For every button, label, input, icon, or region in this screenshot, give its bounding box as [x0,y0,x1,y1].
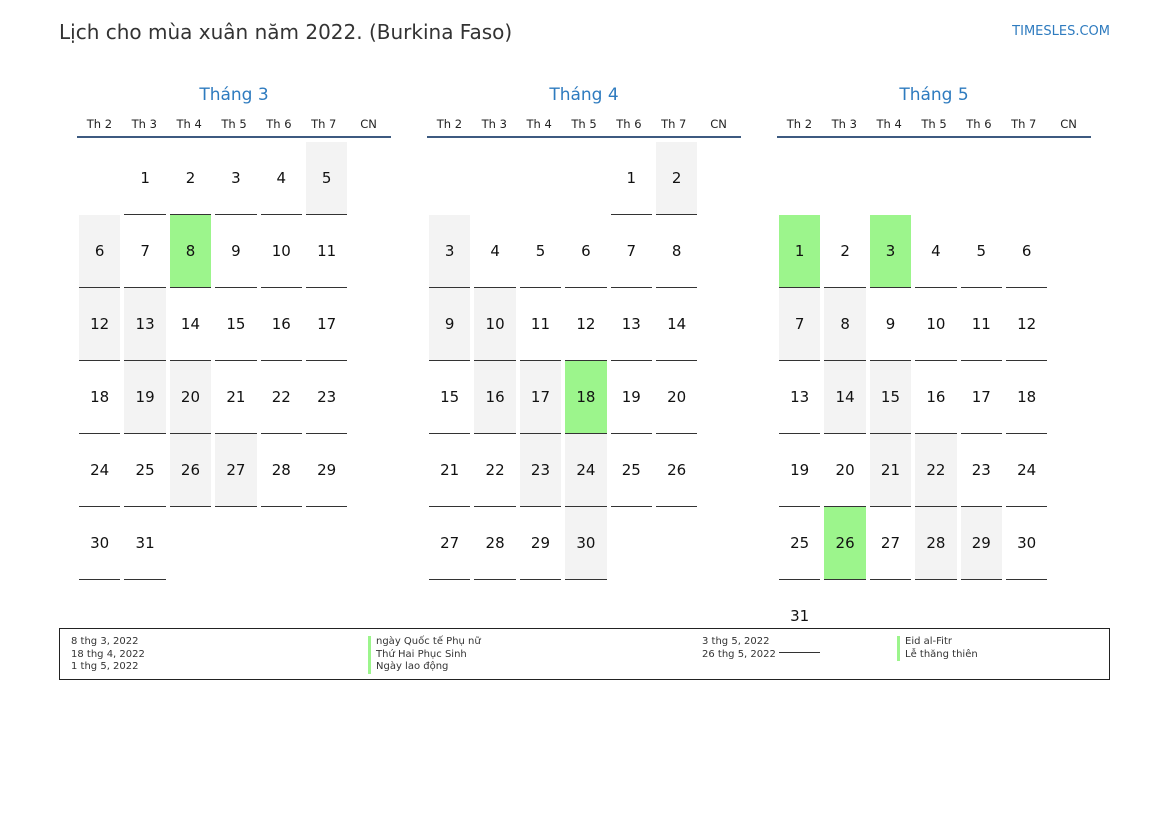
day-cell[interactable] [122,142,167,215]
day-number: 25 [779,507,820,580]
month-march [77,84,391,580]
empty-cell [1004,142,1049,215]
month-april [427,84,741,580]
day-number: 23 [520,434,561,507]
day-number: 28 [261,434,302,507]
day-number: 12 [1006,288,1047,361]
day-number: 7 [779,288,820,361]
day-number: 6 [1006,215,1047,288]
day-cell[interactable] [609,361,654,434]
weekday-label: Th 4 [176,117,202,131]
page-title: Lịch cho mùa xuân năm 2022. (Burkina Faso) [59,20,513,44]
day-number: 24 [565,434,606,507]
day-number: 25 [611,434,652,507]
day-cell[interactable] [959,507,1004,580]
day-cell[interactable] [259,215,304,288]
day-cell[interactable] [518,288,563,361]
day-number: 26 [824,507,865,580]
day-cell[interactable] [822,215,867,288]
day-cell[interactable] [472,361,517,434]
legend-date: 1 thg 5, 2022 [71,661,139,672]
day-number: 4 [915,215,956,288]
empty-cell [472,142,517,215]
day-cell[interactable] [1004,288,1049,361]
day-cell[interactable] [868,288,913,361]
weekday-label: Th 6 [966,117,992,131]
day-number: 11 [520,288,561,361]
weekday-label: Th 7 [311,117,337,131]
month-title: Tháng 4 [549,85,619,105]
day-cell[interactable] [822,361,867,434]
day-number: 5 [961,215,1002,288]
day-grid [777,142,1091,653]
day-cell[interactable] [913,361,958,434]
day-number: 3 [215,142,256,215]
holiday-day-cell[interactable] [777,215,822,288]
day-cell[interactable] [472,434,517,507]
empty-cell [427,142,472,215]
day-number: 3 [429,215,470,288]
day-cell[interactable] [304,361,349,434]
day-cell[interactable] [609,215,654,288]
day-number: 19 [124,361,165,434]
day-number: 22 [915,434,956,507]
day-cell[interactable] [868,507,913,580]
empty-cell [913,142,958,215]
day-number: 10 [474,288,515,361]
day-cell[interactable] [868,434,913,507]
day-number: 8 [656,215,697,288]
day-cell[interactable] [427,434,472,507]
day-number: 10 [261,215,302,288]
day-number: 13 [779,361,820,434]
day-cell[interactable] [77,434,122,507]
weekday-label: CN [710,117,727,131]
day-cell[interactable] [868,361,913,434]
weekday-header [77,116,391,138]
day-cell[interactable] [654,215,699,288]
legend-holiday: Ngày lao động [368,661,481,674]
day-cell[interactable] [168,142,213,215]
day-number: 4 [261,142,302,215]
day-cell[interactable] [913,288,958,361]
day-number: 11 [961,288,1002,361]
day-number: 9 [870,288,911,361]
day-number: 12 [565,288,606,361]
day-cell[interactable] [1004,361,1049,434]
day-cell[interactable] [563,288,608,361]
day-cell[interactable] [304,288,349,361]
day-cell[interactable] [777,507,822,580]
day-number: 23 [961,434,1002,507]
day-number: 13 [611,288,652,361]
day-cell[interactable] [777,361,822,434]
site-link[interactable]: TIMESLES.COM [1012,24,1110,39]
day-number: 17 [961,361,1002,434]
day-number: 22 [261,361,302,434]
day-cell[interactable] [472,215,517,288]
weekday-label: Th 5 [921,117,947,131]
weekday-label: Th 2 [786,117,813,131]
month-may [777,84,1091,653]
day-cell[interactable] [609,142,654,215]
day-cell[interactable] [259,142,304,215]
day-cell[interactable] [472,288,517,361]
day-number: 26 [170,434,211,507]
legend-holiday: Lễ thăng thiên [897,649,978,662]
day-number: 31 [779,580,820,653]
day-number: 14 [170,288,211,361]
day-cell[interactable] [609,288,654,361]
day-number: 2 [170,142,211,215]
day-cell[interactable] [609,434,654,507]
day-cell[interactable] [1004,507,1049,580]
empty-cell [563,142,608,215]
day-number: 17 [306,288,347,361]
day-cell[interactable] [518,215,563,288]
day-number: 15 [429,361,470,434]
day-cell[interactable] [563,434,608,507]
day-cell[interactable] [122,215,167,288]
day-number: 3 [870,215,911,288]
day-cell[interactable] [1004,434,1049,507]
day-cell[interactable] [213,215,258,288]
weekday-label: Th 5 [571,117,597,131]
day-cell[interactable] [777,288,822,361]
day-number: 15 [215,288,256,361]
day-cell[interactable] [259,361,304,434]
day-number: 7 [611,215,652,288]
day-number: 27 [870,507,911,580]
day-cell[interactable] [563,507,608,580]
day-number: 29 [520,507,561,580]
day-number: 1 [611,142,652,215]
empty-cell [868,142,913,215]
day-number: 8 [170,215,211,288]
day-cell[interactable] [122,288,167,361]
legend-date: 26 thg 5, 2022 [702,648,776,660]
day-cell[interactable] [427,215,472,288]
day-number: 5 [520,215,561,288]
day-cell[interactable] [518,507,563,580]
day-cell[interactable] [913,434,958,507]
day-cell[interactable] [77,361,122,434]
day-number: 18 [1006,361,1047,434]
day-number: 14 [656,288,697,361]
day-grid [77,142,391,580]
day-number: 20 [170,361,211,434]
day-number: 24 [1006,434,1047,507]
holiday-day-cell[interactable] [822,507,867,580]
weekday-label: CN [1060,117,1077,131]
empty-cell [77,142,122,215]
day-cell[interactable] [959,215,1004,288]
day-number: 19 [779,434,820,507]
day-number: 28 [915,507,956,580]
day-cell[interactable] [427,288,472,361]
day-cell[interactable] [77,288,122,361]
day-cell[interactable] [913,215,958,288]
legend-date: 18 thg 4, 2022 [71,648,145,660]
day-number: 9 [429,288,470,361]
day-cell[interactable] [427,361,472,434]
month-title: Tháng 5 [899,85,969,105]
day-number: 29 [306,434,347,507]
weekday-label: Th 3 [131,117,157,131]
day-cell[interactable] [304,142,349,215]
day-number: 28 [474,507,515,580]
day-number: 19 [611,361,652,434]
legend-holiday: ngày Quốc tế Phụ nữ [368,636,481,649]
day-cell[interactable] [654,434,699,507]
weekday-label: Th 6 [616,117,642,131]
day-cell[interactable] [822,434,867,507]
day-number: 1 [124,142,165,215]
day-number: 26 [656,434,697,507]
day-cell[interactable] [168,288,213,361]
legend-date: 8 thg 3, 2022 [71,636,139,647]
day-number: 2 [824,215,865,288]
day-number: 31 [124,507,165,580]
day-cell[interactable] [304,434,349,507]
day-cell[interactable] [213,361,258,434]
day-number: 21 [429,434,470,507]
day-number: 16 [915,361,956,434]
day-cell[interactable] [518,361,563,434]
legend-names-1 [368,636,481,674]
day-number: 11 [306,215,347,288]
weekday-label: Th 2 [86,117,113,131]
day-number: 10 [915,288,956,361]
day-number: 20 [824,434,865,507]
day-number: 8 [824,288,865,361]
legend-dates-1 [71,636,145,674]
day-number: 30 [565,507,606,580]
legend-holiday: Thứ Hai Phục Sinh [368,649,481,662]
holiday-day-cell[interactable] [168,215,213,288]
day-number: 21 [870,434,911,507]
holiday-legend [59,628,1110,680]
day-cell[interactable] [213,434,258,507]
holiday-day-cell[interactable] [868,215,913,288]
legend-holiday: Eid al-Fitr [897,636,978,649]
day-number: 9 [215,215,256,288]
day-number: 5 [306,142,347,215]
day-cell[interactable] [304,215,349,288]
day-cell[interactable] [777,434,822,507]
day-number: 12 [79,288,120,361]
day-number: 25 [124,434,165,507]
day-cell[interactable] [654,142,699,215]
day-cell[interactable] [259,288,304,361]
weekday-header [777,116,1091,138]
weekday-label: CN [360,117,377,131]
day-cell[interactable] [77,215,122,288]
day-cell[interactable] [822,288,867,361]
empty-cell [822,142,867,215]
empty-cell [518,142,563,215]
day-cell[interactable] [913,507,958,580]
day-cell[interactable] [259,434,304,507]
weekday-label: Th 3 [831,117,857,131]
day-number: 6 [565,215,606,288]
day-number: 24 [79,434,120,507]
day-number: 22 [474,434,515,507]
day-number: 2 [656,142,697,215]
day-cell[interactable] [654,361,699,434]
weekday-label: Th 4 [876,117,902,131]
legend-names-2 [897,636,978,661]
day-cell[interactable] [213,142,258,215]
weekday-label: Th 5 [221,117,247,131]
weekday-label: Th 7 [1011,117,1037,131]
weekday-label: Th 4 [526,117,552,131]
day-number: 15 [870,361,911,434]
holiday-day-cell[interactable] [563,361,608,434]
day-cell[interactable] [1004,215,1049,288]
empty-cell [959,142,1004,215]
day-number: 18 [565,361,606,434]
day-number: 17 [520,361,561,434]
day-grid [427,142,741,580]
day-number: 6 [79,215,120,288]
day-number: 27 [215,434,256,507]
day-cell[interactable] [959,288,1004,361]
weekday-label: Th 3 [481,117,507,131]
day-cell[interactable] [427,507,472,580]
day-cell[interactable] [122,361,167,434]
month-title: Tháng 3 [199,85,269,105]
day-cell[interactable] [168,434,213,507]
weekday-label: Th 2 [436,117,463,131]
day-number: 29 [961,507,1002,580]
day-cell[interactable] [122,507,167,580]
day-number: 4 [474,215,515,288]
day-cell[interactable] [213,288,258,361]
day-cell[interactable] [168,361,213,434]
day-cell[interactable] [959,434,1004,507]
day-number: 30 [1006,507,1047,580]
day-cell[interactable] [654,288,699,361]
day-number: 14 [824,361,865,434]
day-number: 16 [474,361,515,434]
weekday-label: Th 6 [266,117,292,131]
day-number: 23 [306,361,347,434]
day-number: 30 [79,507,120,580]
empty-cell [777,142,822,215]
legend-date: 3 thg 5, 2022 [702,636,770,647]
day-cell[interactable] [563,215,608,288]
day-cell[interactable] [959,361,1004,434]
day-cell[interactable] [77,507,122,580]
day-number: 16 [261,288,302,361]
weekday-label: Th 7 [661,117,687,131]
day-number: 18 [79,361,120,434]
day-number: 7 [124,215,165,288]
weekday-header [427,116,741,138]
day-number: 21 [215,361,256,434]
day-number: 27 [429,507,470,580]
day-number: 20 [656,361,697,434]
legend-dates-2 [702,636,776,661]
day-cell[interactable] [518,434,563,507]
day-number: 1 [779,215,820,288]
day-number: 13 [124,288,165,361]
day-cell[interactable] [472,507,517,580]
day-cell[interactable] [122,434,167,507]
